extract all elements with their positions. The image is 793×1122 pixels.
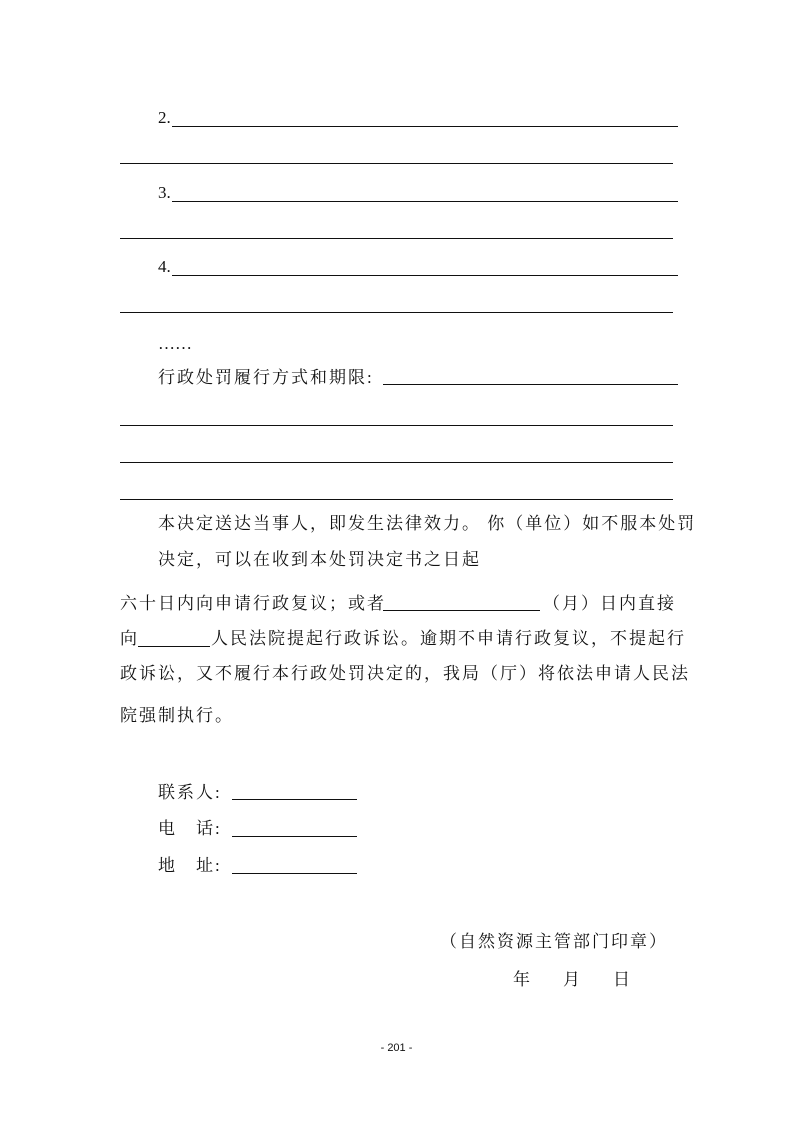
date-label: 年 月 日 xyxy=(513,970,638,989)
address-label: 地 址: xyxy=(158,856,222,875)
item-number: 2. xyxy=(158,108,171,127)
fill-line[interactable] xyxy=(120,163,673,164)
paragraph-line: 政诉讼，又不履行本行政处罚决定的，我局（厅）将依法申请人民法 xyxy=(120,664,690,683)
fill-line[interactable] xyxy=(172,201,678,202)
fill-line[interactable] xyxy=(172,275,678,276)
fill-line[interactable] xyxy=(383,384,678,385)
paragraph-line: 六十日内向申请行政复议；或者 xyxy=(120,594,386,613)
fill-line[interactable] xyxy=(120,238,673,239)
page-number: - 201 - xyxy=(380,1042,413,1054)
item-number: 4. xyxy=(158,257,171,276)
ellipsis: …… xyxy=(158,334,192,353)
fill-line[interactable] xyxy=(120,462,673,463)
fill-line[interactable] xyxy=(120,312,673,313)
paragraph-line: （月）日内直接 xyxy=(543,594,676,613)
fill-line[interactable] xyxy=(138,646,210,647)
fill-line[interactable] xyxy=(120,499,673,500)
phone-label: 电 话: xyxy=(158,819,222,838)
paragraph-line: 本决定送达当事人，即发生法律效力。 你（单位）如不服本处罚 xyxy=(158,514,697,533)
fill-line[interactable] xyxy=(120,425,673,426)
contact-person-label: 联系人: xyxy=(158,783,222,802)
contact-person-field[interactable] xyxy=(232,799,357,800)
address-field[interactable] xyxy=(232,873,357,874)
fill-line[interactable] xyxy=(383,610,540,611)
fill-line[interactable] xyxy=(172,126,678,127)
seal-label: （自然资源主管部门印章） xyxy=(440,932,668,951)
paragraph-line: 院强制执行。 xyxy=(120,706,234,725)
item-number: 3. xyxy=(158,183,171,202)
paragraph-line: 向 xyxy=(120,629,137,648)
phone-field[interactable] xyxy=(232,836,357,837)
paragraph-line: 人民法院提起行政诉讼。逾期不申请行政复议，不提起行 xyxy=(211,629,686,648)
performance-label: 行政处罚履行方式和期限: xyxy=(158,368,374,387)
paragraph-line: 决定，可以在收到本处罚决定书之日起 xyxy=(158,550,481,569)
